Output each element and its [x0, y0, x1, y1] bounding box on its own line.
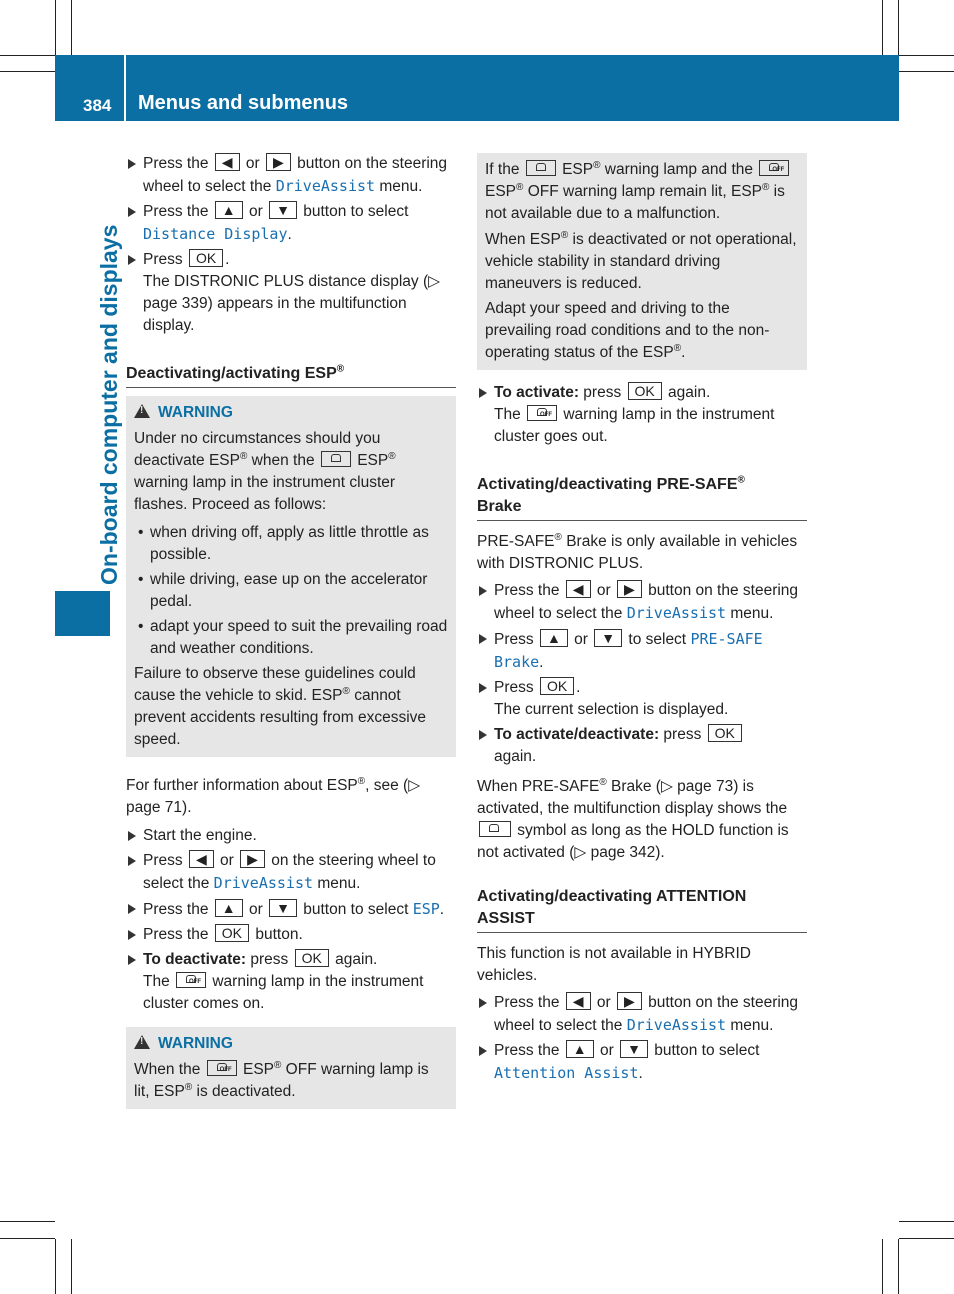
- crop-mark: [882, 0, 883, 55]
- paragraph: For further information about ESP®, see (▷ page 71).: [126, 775, 421, 816]
- pre-safe-symbol-icon: [479, 821, 511, 837]
- side-tab-block: [55, 591, 110, 636]
- paragraph: When PRE-SAFE® Brake (▷ page 73) is activated, the multifunction display shows the symbol as long as the HOLD function is not activated (▷ page 342).: [477, 776, 789, 861]
- crop-mark: [899, 1238, 954, 1239]
- list-item: Press the ▲ or ▼ button to select ESP.: [126, 898, 456, 921]
- section-heading: Deactivating/activating ESP®: [126, 363, 456, 388]
- crop-mark: [55, 1239, 56, 1294]
- side-tab-label: On-board computer and displays: [96, 224, 122, 585]
- warning-icon: [134, 1035, 150, 1049]
- info-box: If the ESP® warning lamp and the OFF ESP® OFF warning lamp remain lit, ESP® is not available due to a malfunction. When ESP® is deactivated or not operational, vehicle stability in standard driving maneuvers is reduced. Adapt your speed and driving to the prevailing road conditions and to the non-operating status of the ESP®.: [477, 153, 807, 370]
- crop-mark: [71, 0, 72, 55]
- crop-mark: [0, 71, 55, 72]
- crop-mark: [882, 1239, 883, 1294]
- crop-mark: [0, 55, 55, 56]
- warning-box: !WARNING When the OFF ESP® OFF warning lamp is lit, ESP® is deactivated.: [126, 1027, 456, 1109]
- list-item: Press the OK button.: [126, 924, 456, 946]
- crop-mark: [899, 1221, 954, 1222]
- crop-mark: [899, 55, 954, 56]
- list-item: Press the ▲ or ▼ button to select Attention Assist.: [477, 1040, 807, 1085]
- esp-off-lamp-icon: [527, 405, 557, 421]
- list-item: Press OK . The current selection is displayed.: [477, 677, 807, 721]
- esp-off-lamp-icon: [176, 972, 206, 988]
- paragraph: PRE-SAFE® Brake is only available in vehicles with DISTRONIC PLUS.: [477, 531, 798, 572]
- right-column: [477, 153, 807, 1085]
- list-item: Press the ◀ or ▶ button on the steering wheel to select the DriveAssist menu.: [126, 153, 456, 198]
- list-item: To activate/deactivate: press OK again.: [477, 724, 807, 768]
- esp-warning-lamp-icon: [321, 451, 351, 467]
- section-heading: Activating/deactivating ATTENTION ASSIST: [477, 886, 807, 933]
- crop-mark: [0, 1221, 55, 1222]
- list-item: Press the ▲ or ▼ button to select Distance Display.: [126, 201, 456, 246]
- esp-warning-lamp-icon: [526, 160, 556, 176]
- crop-mark: [71, 1239, 72, 1294]
- page-header: [55, 55, 899, 121]
- header-divider: [124, 55, 126, 121]
- list-item: Start the engine.: [126, 825, 456, 847]
- list-item: Press the ◀ or ▶ button on the steering wheel to select the DriveAssist menu.: [477, 992, 807, 1037]
- paragraph: This function is not available in HYBRID vehicles.: [477, 945, 751, 984]
- crop-mark: [0, 1238, 55, 1239]
- crop-mark: [899, 71, 954, 72]
- esp-off-lamp-icon: [759, 160, 789, 176]
- crop-mark: [898, 0, 899, 55]
- warning-icon: [134, 404, 150, 418]
- list-item: To deactivate: press OK again. The OFF warning lamp in the instrument cluster comes on.: [126, 949, 456, 1015]
- section-heading: Activating/deactivating PRE-SAFE® Brake: [477, 474, 807, 521]
- crop-mark: [898, 1239, 899, 1294]
- list-item: Press OK . The DISTRONIC PLUS distance display (▷ page 339) appears in the multifunction display.: [126, 249, 456, 337]
- page-number: 384: [83, 96, 112, 115]
- list-item: Press ◀ or ▶ on the steering wheel to select the DriveAssist menu.: [126, 850, 456, 895]
- section-title: Menus and submenus: [138, 92, 349, 114]
- esp-off-lamp-icon: [207, 1060, 237, 1076]
- list-item: Press the ◀ or ▶ button on the steering wheel to select the DriveAssist menu.: [477, 580, 807, 625]
- list-item: To activate: press OK again. The OFF warning lamp in the instrument cluster goes out.: [477, 382, 807, 448]
- left-column: [126, 153, 456, 1109]
- list-item: Press ▲ or ▼ to select PRE-SAFE Brake.: [477, 628, 807, 674]
- warning-box: !WARNING Under no circumstances should you deactivate ESP® when the ESP® warning lamp in the instrument cluster flashes. Proceed as follows: • when driving off, apply as little throttle as possible. • while driving, ease up on the accelerator pedal. • adapt your speed to suit the prevailing road and weather conditions. Failure to observe these guidelines could cause the vehicle to skid. ESP® cannot prevent accidents resulting from excessive speed.: [126, 396, 456, 757]
- crop-mark: [55, 0, 56, 55]
